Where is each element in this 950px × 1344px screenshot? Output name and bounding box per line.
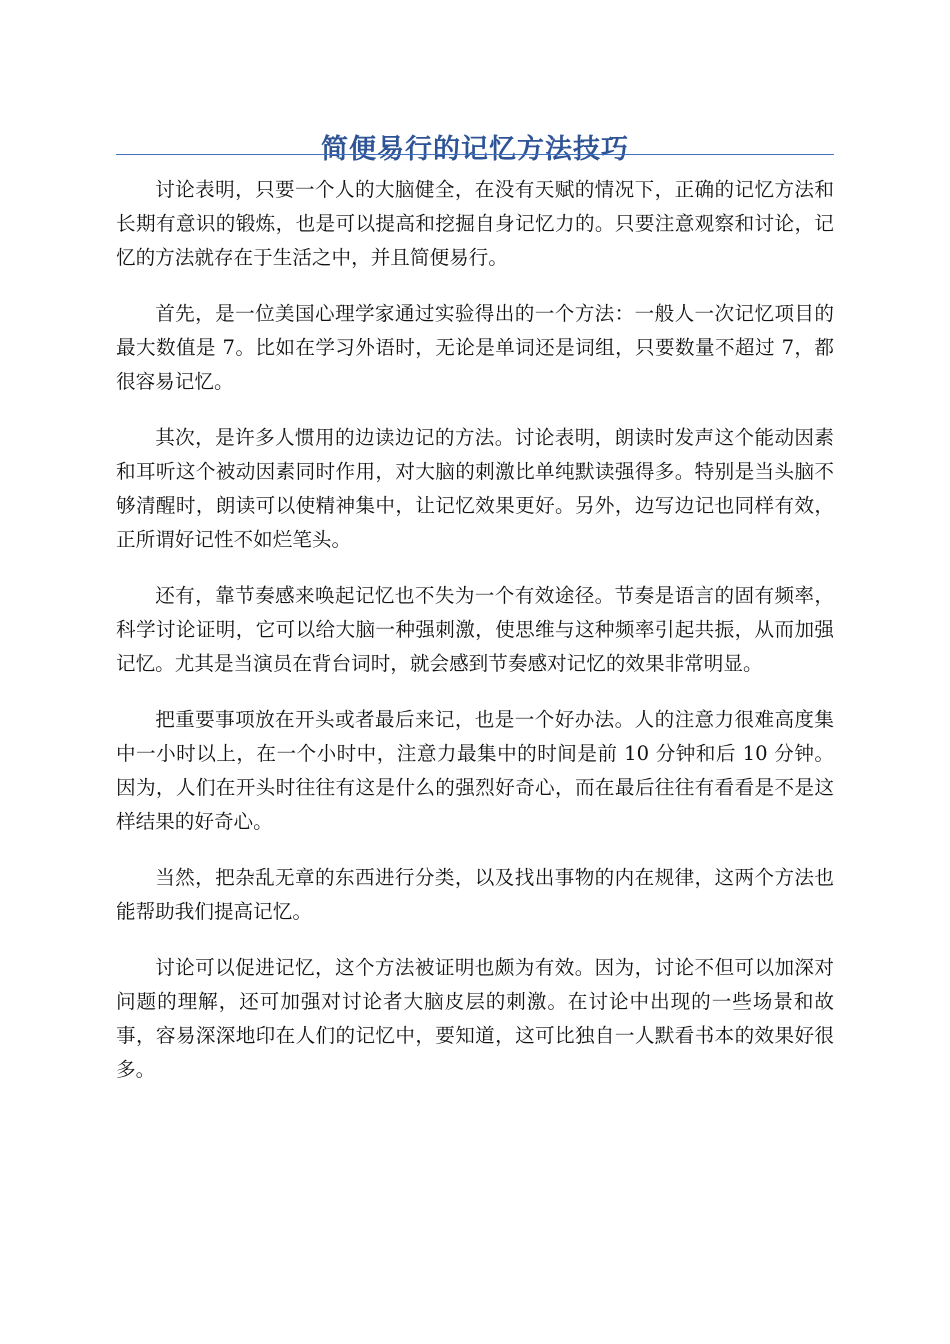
- paragraph-3: 其次，是许多人惯用的边读边记的方法。讨论表明，朗读时发声这个能动因素和耳听这个被动因素同时作用，对大脑的刺激比单纯默读强得多。特别是当头脑不够清醒时，朗读可以使精神集中，让记忆效果更好。另外，边写边记也同样有效，正所谓好记性不如烂笔头。: [116, 426, 834, 551]
- document-body: [116, 173, 834, 1109]
- title-underline: [116, 154, 834, 155]
- paragraph-6: 当然，把杂乱无章的东西进行分类，以及找出事物的内在规律，这两个方法也能帮助我们提高记忆。: [116, 866, 834, 923]
- paragraph-4: 还有，靠节奏感来唤起记忆也不失为一个有效途径。节奏是语言的固有频率，科学讨论证明，它可以给大脑一种强刺激，使思维与这种频率引起共振，从而加强记忆。尤其是当演员在背台词时，就会感到节奏感对记忆的效果非常明显。: [116, 584, 834, 675]
- paragraph-1: 讨论表明，只要一个人的大脑健全，在没有天赋的情况下，正确的记忆方法和长期有意识的锻炼，也是可以提高和挖掘自身记忆力的。只要注意观察和讨论，记忆的方法就存在于生活之中，并且简便易行。: [116, 178, 834, 269]
- page-title: 简便易行的记忆方法技巧: [321, 134, 629, 166]
- paragraph-5: 把重要事项放在开头或者最后来记，也是一个好办法。人的注意力很难高度集中一小时以上，在一个小时中，注意力最集中的时间是前 10 分钟和后 10 分钟。因为，人们在开头时往往有这是什么的强烈好奇心，而在最后往往有看看是不是这样结果的好奇心。: [116, 708, 834, 833]
- paragraph-2: 首先，是一位美国心理学家通过实验得出的一个方法：一般人一次记忆项目的最大数值是 7。比如在学习外语时，无论是单词还是词组，只要数量不超过 7，都很容易记忆。: [116, 302, 834, 393]
- paragraph-7: 讨论可以促进记忆，这个方法被证明也颇为有效。因为，讨论不但可以加深对问题的理解，还可加强对讨论者大脑皮层的刺激。在讨论中出现的一些场景和故事，容易深深地印在人们的记忆中，要知道，这可比独自一人默看书本的效果好很多。: [116, 956, 834, 1081]
